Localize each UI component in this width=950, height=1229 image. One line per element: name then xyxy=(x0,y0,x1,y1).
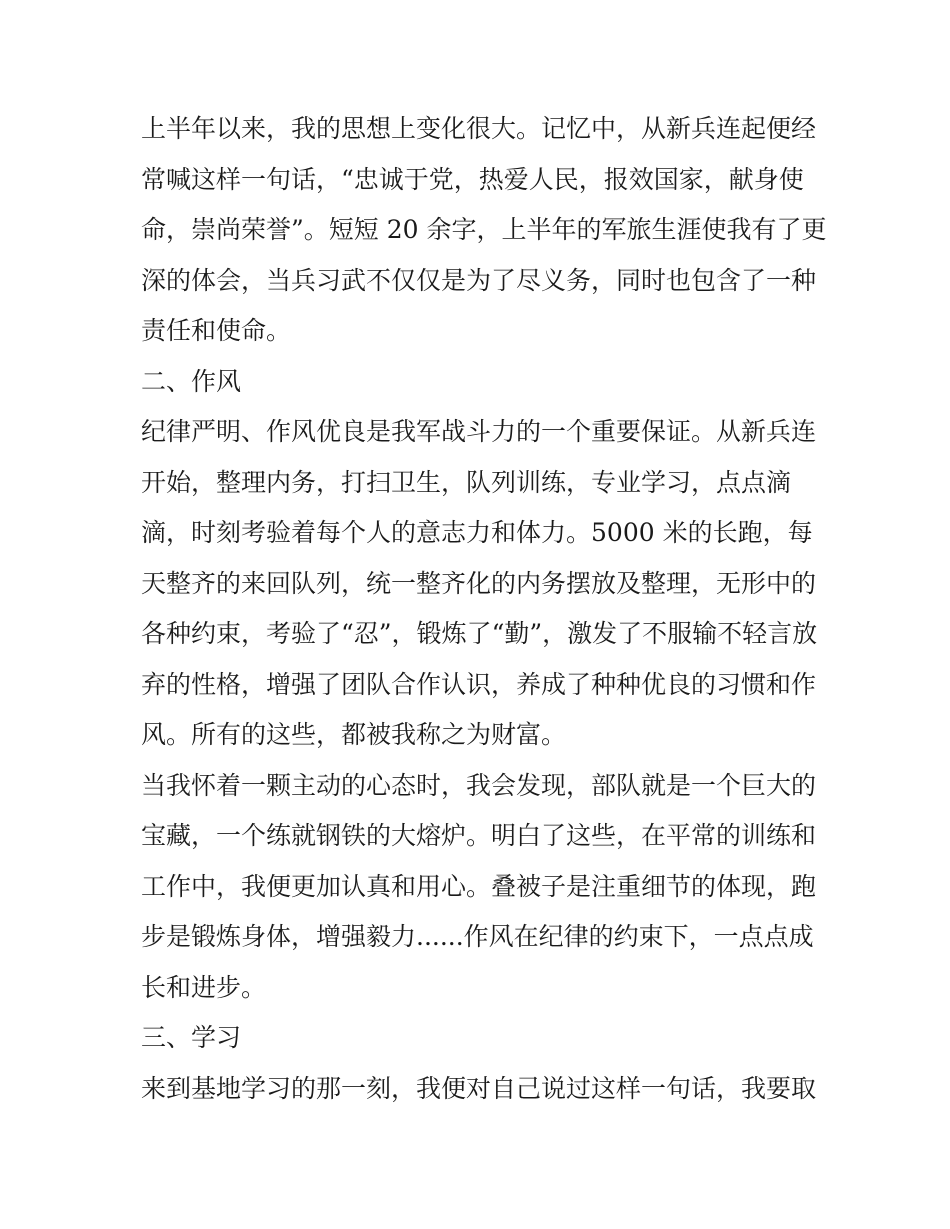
document-body xyxy=(141,104,827,1114)
text-line-11: 各种约束，考验了“忍”，锻炼了“勤”，激发了不服输不轻言放 xyxy=(141,619,818,648)
section-heading-study: 三、学习 xyxy=(141,1023,242,1052)
text-line-9: 滴，时刻考验着每个人的意志力和体力。5000 米的长跑，每 xyxy=(141,518,813,547)
text-line-1: 上半年以来，我的思想上变化很大。记忆中，从新兵连起便经 xyxy=(141,114,817,143)
text-line-15: 宝藏，一个练就钢铁的大熔炉。明白了这些，在平常的训练和 xyxy=(141,821,817,850)
text-line-16: 工作中，我便更加认真和用心。叠被子是注重细节的体现，跑 xyxy=(141,871,817,901)
text-line-12: 弃的性格，增强了团队合作认识，养成了种种优良的习惯和作 xyxy=(141,669,817,699)
text-line-3: 命，崇尚荣誉”。短短 20 余字，上半年的军旅生涯使我有了更 xyxy=(141,215,827,244)
text-line-20: 来到基地学习的那一刻，我便对自己说过这样一句话，我要取 xyxy=(141,1073,817,1103)
section-heading-style: 二、作风 xyxy=(141,366,242,396)
text-line-5: 责任和使命。 xyxy=(141,316,292,345)
text-line-14: 当我怀着一颗主动的心态时，我会发现，部队就是一个巨大的 xyxy=(141,770,817,800)
text-line-7: 纪律严明、作风优良是我军战斗力的一个重要保证。从新兵连 xyxy=(141,417,817,446)
text-line-10: 天整齐的来回队列，统一整齐化的内务摆放及整理，无形中的 xyxy=(141,568,817,598)
text-line-4: 深的体会，当兵习武不仅仅是为了尽义务，同时也包含了一种 xyxy=(141,265,817,295)
text-line-8: 开始，整理内务，打扫卫生，队列训练，专业学习，点点滴 xyxy=(141,467,792,497)
text-line-17: 步是锻炼身体，增强毅力......作风在纪律的约束下，一点点成 xyxy=(141,922,814,951)
text-line-13: 风。所有的这些，都被我称之为财富。 xyxy=(141,720,567,749)
text-line-2: 常喊这样一句话，“忠诚于党，热爱人民，报效国家，献身使 xyxy=(141,164,804,194)
text-line-18: 长和进步。 xyxy=(141,972,267,1002)
